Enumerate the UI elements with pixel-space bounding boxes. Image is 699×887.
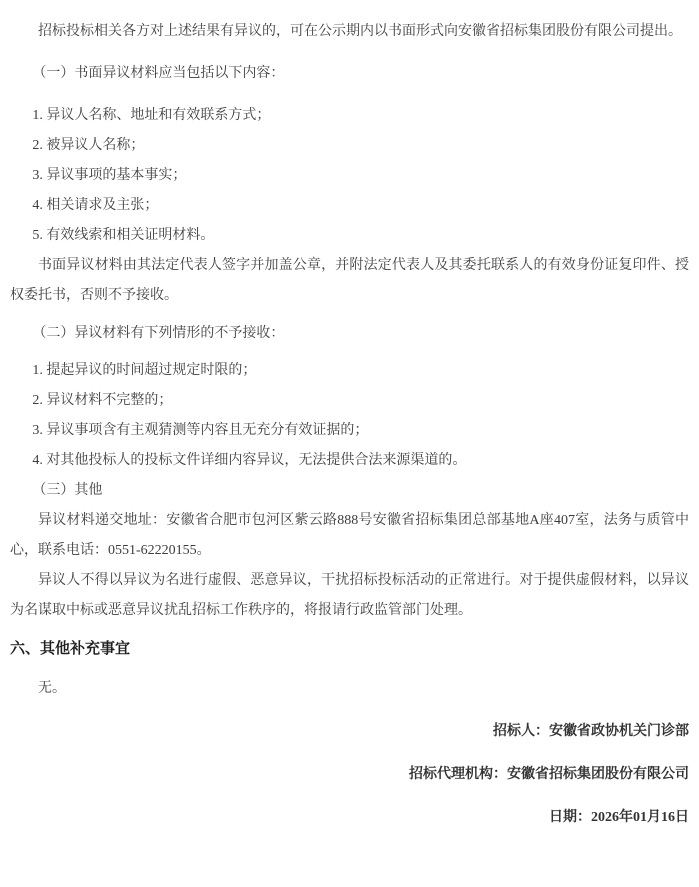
intro-paragraph: 招标投标相关各方对上述结果有异议的，可在公示期内以书面形式向安徽省招标集团股份有限公司提出。 bbox=[38, 24, 682, 39]
section3-heading: （三）其他 bbox=[32, 483, 103, 498]
section1-item-3: 3. 异议事项的基本事实； bbox=[32, 168, 187, 183]
section1-item-1: 1. 异议人名称、地址和有效联系方式； bbox=[32, 108, 271, 123]
section1-note: 书面异议材料由其法定代表人签字并加盖公章，并附法定代表人及其委托联系人的有效身份证复印件、授权委托书，否则不予接收。 bbox=[10, 258, 689, 303]
section6-heading: 六、其他补充事宜 bbox=[10, 640, 131, 657]
section1-heading: （一）书面异议材料应当包括以下内容： bbox=[32, 66, 285, 81]
section6-body: 无。 bbox=[38, 681, 66, 696]
section2-item-1: 1. 提起异议的时间超过规定时限的； bbox=[32, 363, 257, 378]
signature-date: 日期：2026年01月16日 bbox=[549, 810, 689, 825]
signature-tenderee: 招标人：安徽省政协机关门诊部 bbox=[493, 724, 689, 739]
section3-warning: 异议人不得以异议为名进行虚假、恶意异议，干扰招标投标活动的正常进行。对于提供虚假材料，以异议为名谋取中标或恶意异议扰乱招标工作秩序的，将报请行政监管部门处理。 bbox=[10, 573, 689, 618]
section2-heading: （二）异议材料有下列情形的不予接收： bbox=[32, 326, 285, 341]
section2-item-2: 2. 异议材料不完整的； bbox=[32, 393, 173, 408]
section3-address: 异议材料递交地址：安徽省合肥市包河区紫云路888号安徽省招标集团总部基地A座407室，法务与质管中心，联系电话：0551-62220155。 bbox=[10, 513, 689, 558]
signature-agency: 招标代理机构：安徽省招标集团股份有限公司 bbox=[409, 767, 689, 782]
section1-item-4: 4. 相关请求及主张； bbox=[32, 198, 159, 213]
section1-item-5: 5. 有效线索和相关证明材料。 bbox=[32, 228, 215, 243]
section2-item-4: 4. 对其他投标人的投标文件详细内容异议，无法提供合法来源渠道的。 bbox=[32, 453, 467, 468]
section2-item-3: 3. 异议事项含有主观猜测等内容且无充分有效证据的； bbox=[32, 423, 369, 438]
signature-block bbox=[10, 717, 689, 833]
section1-item-2: 2. 被异议人名称； bbox=[32, 138, 145, 153]
